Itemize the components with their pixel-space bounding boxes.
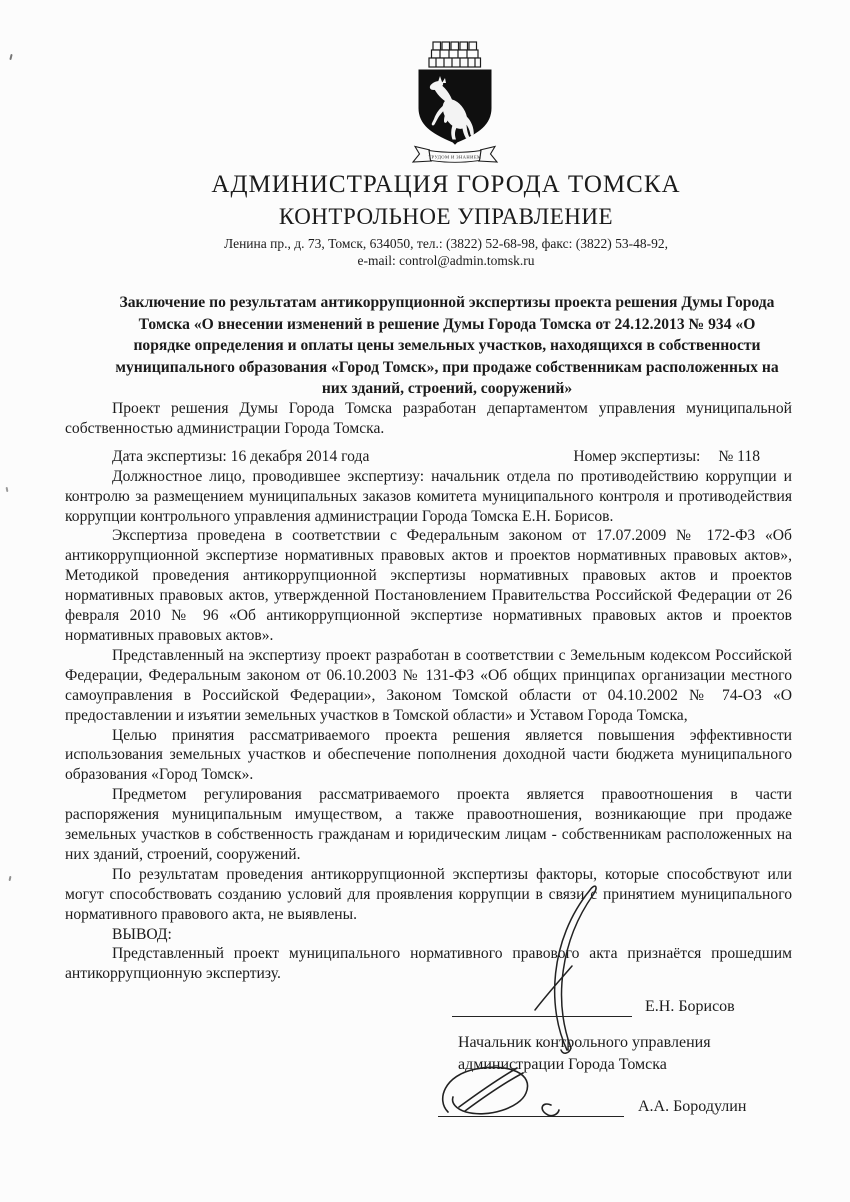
head-position-line1: Начальник контрольного управления	[458, 1034, 711, 1051]
scan-artifact	[9, 876, 12, 881]
scan-artifact	[9, 54, 12, 60]
mural-crown-icon	[429, 42, 481, 67]
paragraph-subject: Предметом регулирования рассматриваемого проекта является правоотношения в части распоряжения муниципальным имуществом, а также правоотношения, возникающие при продаже земельных участков в собственность гражданам и юридическим лицам - собственникам расположенных на них зданий, строений, сооружений.	[65, 786, 792, 863]
address-line: Ленина пр., д. 73, Томск, 634050, тел.: (3822) 52-68-98, факс: (3822) 53-48-92,	[224, 236, 668, 251]
head-position-line2: администрации Города Томска	[458, 1056, 667, 1073]
signature-line-borisov	[452, 1002, 632, 1017]
expertise-date: Дата экспертизы: 16 декабря 2014 года	[112, 447, 370, 465]
motto-text: ТРУДОМ И ЗНАНИЕМ	[428, 154, 482, 160]
paragraph-goal: Целью принятия рассматриваемого проекта решения является повышения эффективности использования земельных участков и обеспечение пополнения доходной части бюджета муниципального образования «Город Томск».	[65, 726, 792, 784]
email-line: e-mail: control@admin.tomsk.ru	[357, 253, 535, 268]
scan-artifact	[6, 487, 9, 492]
paragraph-project-basis: Представленный на экспертизу проект разработан в соответствии с Земельным кодексом Российской Федерации, Федеральным законом от 06.10.2003 № 131-ФЗ «Об общих принципах организации местного самоуправления в Российской Федерации», Законом Томской области от 04.10.2002 № 74-ОЗ «О предоставлении и изъятии земельных участков в Томской области» и Уставом Города Томска,	[65, 646, 792, 724]
paragraph-legal-basis: Экспертиза проведена в соответствии с Федеральным законом от 17.07.2009 № 172-ФЗ «Об антикоррупционной экспертизе нормативных правовых актов и проектов нормативных правовых актов», Методикой проведения антикоррупционной экспертизы нормативных правовых актов и проектов нормативных правовых актов, утвержденной Постановлением Правительства Российской Федерации от 26 февраля 2010 № 96 «Об антикоррупционной экспертизе нормативных правовых актов и проектов нормативных правовых актов».	[65, 527, 792, 644]
letterhead	[21, 171, 850, 269]
title-line: Заключение по результатам антикоррупционной экспертизы проекта решения Думы Города	[119, 294, 775, 311]
department-name: КОНТРОЛЬНОЕ УПРАВЛЕНИЕ	[278, 204, 614, 229]
title-line: Томска «О внесении изменений в решение Думы Города Томска от 24.12.2013 № 934 «О	[138, 315, 756, 333]
head-name: А.А. Бородулин	[638, 1098, 747, 1115]
coat-of-arms-icon	[399, 36, 511, 170]
document-body	[65, 399, 792, 984]
expertise-number-value: № 118	[718, 447, 760, 465]
expertise-number-label: Номер экспертизы:	[573, 447, 701, 465]
paragraph-results: По результатам проведения антикоррупционной экспертизы факторы, которые способствуют или могут способствовать созданию условий для проявления коррупции в связи с принятием муниципального нормативного правового акта, не выявлены.	[65, 865, 792, 923]
title-line: них зданий, строений, сооружений»	[321, 380, 573, 398]
signature-line-borodulin	[438, 1102, 624, 1117]
org-name: АДМИНИСТРАЦИЯ ГОРОДА ТОМСКА	[211, 171, 681, 198]
title-line: порядке определения и оплаты цены земельных участков, находящихся в собственности	[133, 337, 761, 355]
expert-name: Е.Н. Борисов	[645, 998, 735, 1015]
paragraph-official: Должностное лицо, проводившее экспертизу: начальник отдела по противодействию коррупции и контролю за размещением муниципальных заказов комитета муниципального контроля и противодействия коррупции контрольного управления администрации Города Томска Е.Н. Борисов.	[65, 467, 792, 525]
expertise-number	[573, 447, 760, 467]
title-line: муниципального образования «Город Томск», при продаже собственникам расположенных на	[115, 358, 779, 376]
paragraph-developer: Проект решения Думы Города Томска разработан департаментом управления муниципальной собственностью администрации Города Томска.	[65, 400, 792, 437]
paragraph-conclusion: Представленный проект муниципального нормативного правового акта признаётся прошедшим антикоррупционную экспертизу.	[65, 945, 792, 983]
expertise-meta-row	[65, 447, 792, 467]
document-title	[22, 292, 850, 400]
conclusion-heading: ВЫВОД:	[112, 925, 172, 943]
coat-of-arms-tomsk	[399, 36, 511, 175]
